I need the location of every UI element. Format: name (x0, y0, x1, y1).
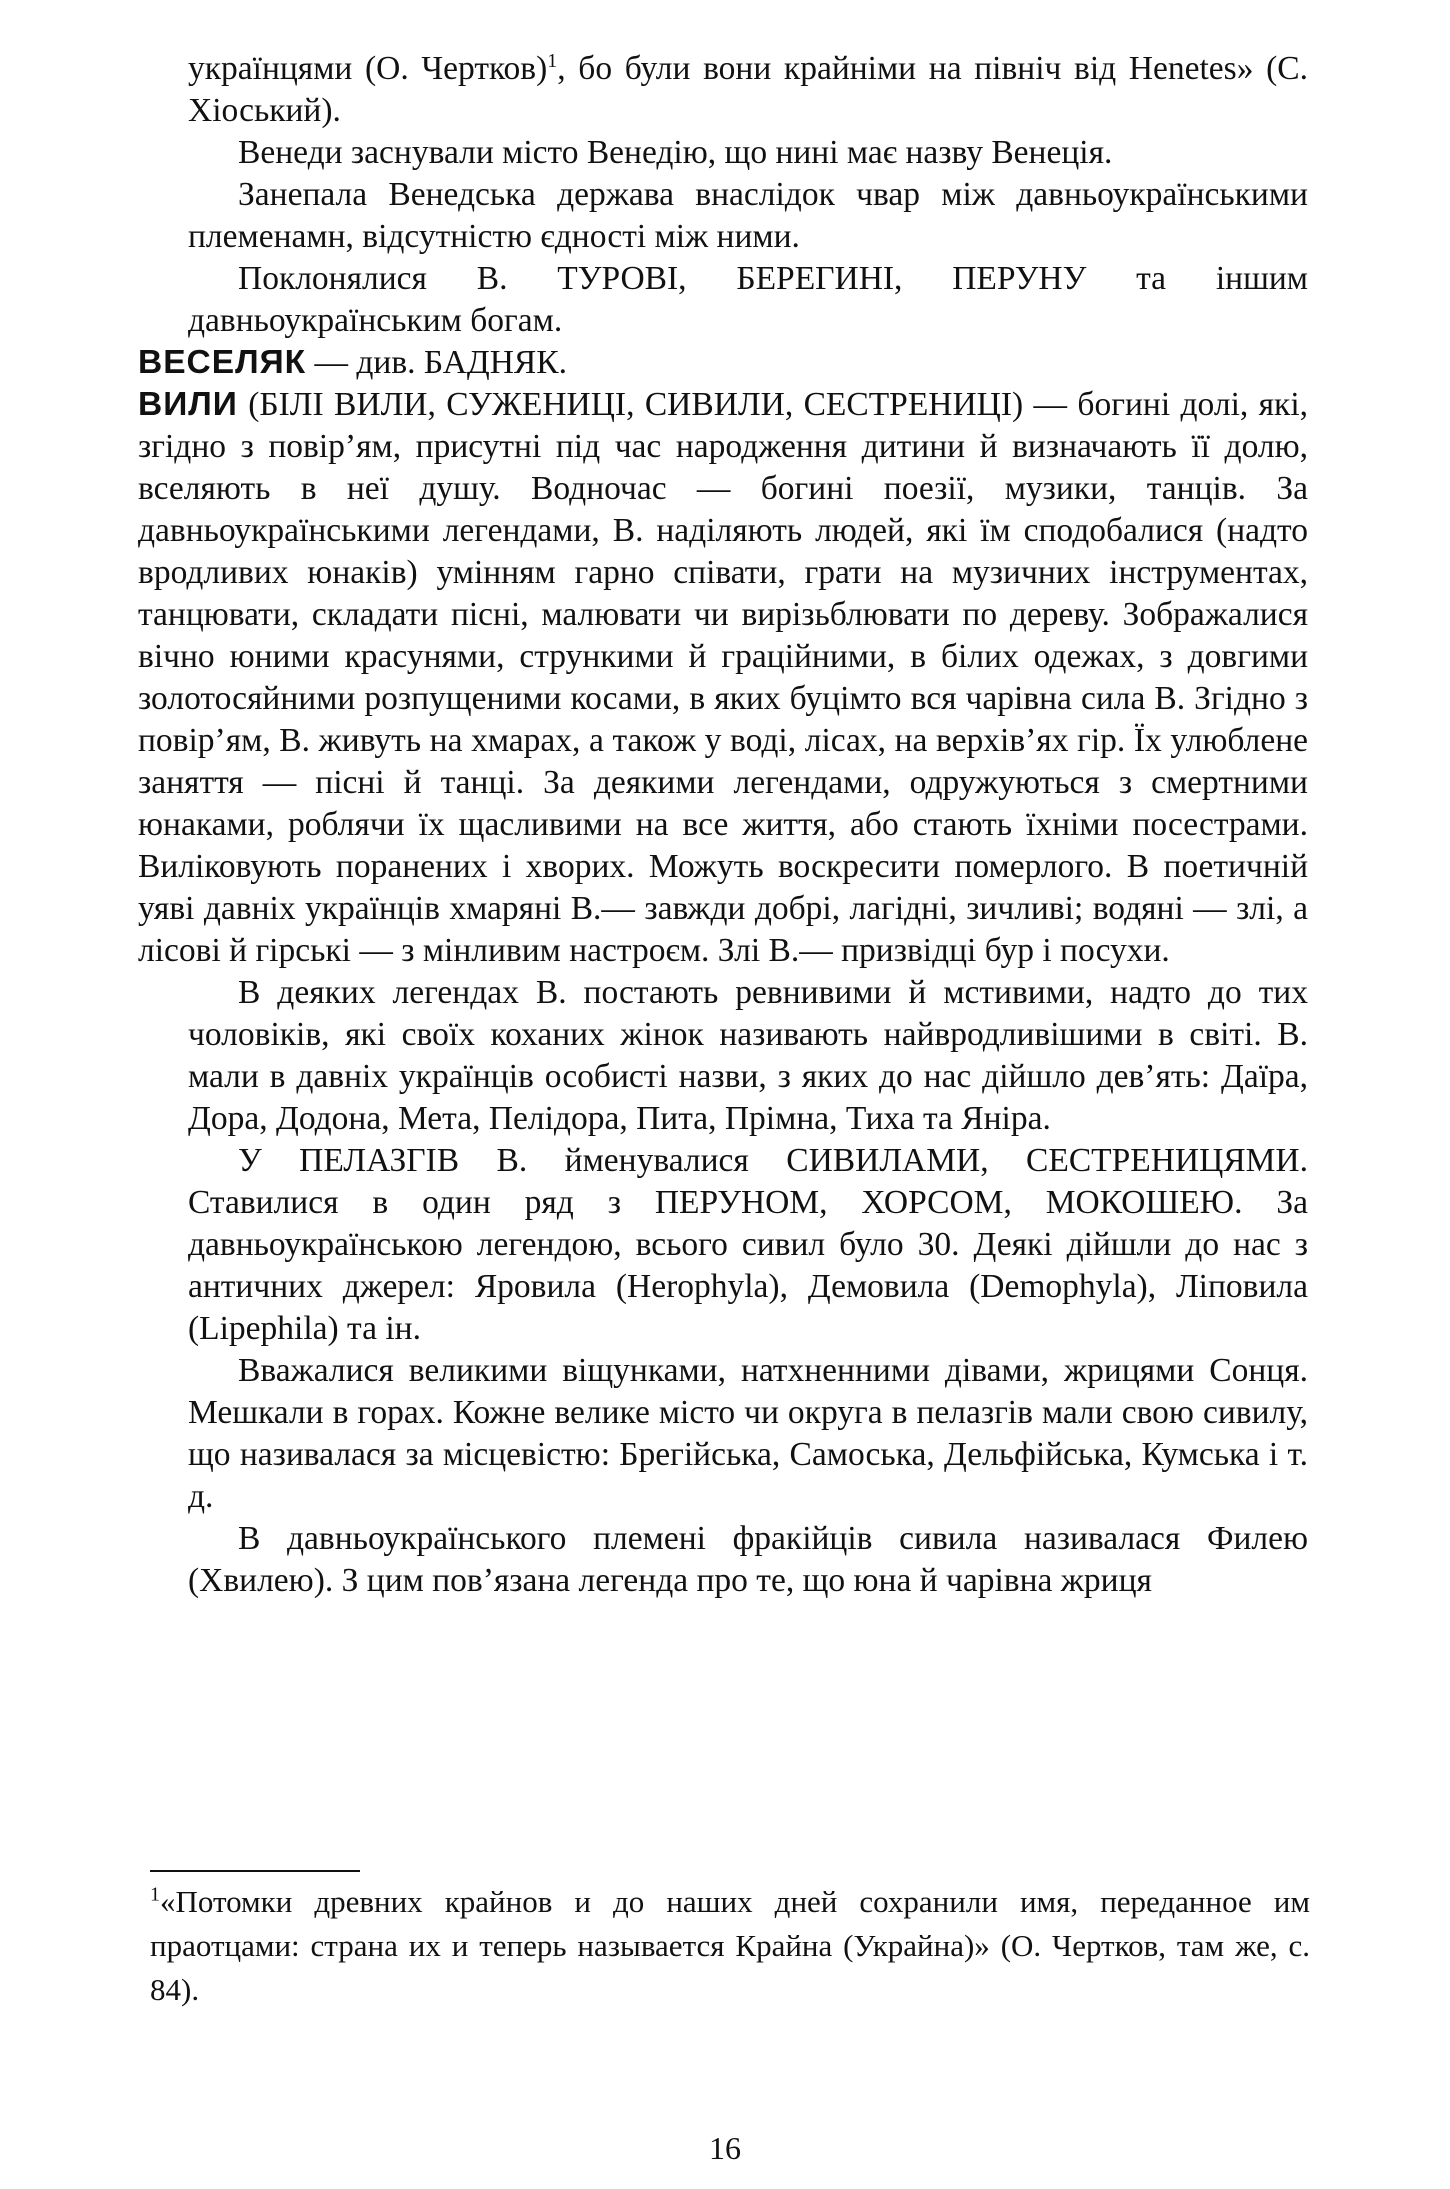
paragraph-continuation (188, 48, 1308, 132)
entry-text: (БІЛІ ВИЛИ, СУЖЕНИЦІ, СИВИЛИ, СЕСТРЕНИЦІ) — богині долі, які, згідно з повір’ям, присутні під час народження дитини й визначають її долю, вселяють в неї душу. Водночас — богині поезії, музики, танців. За давньоукраїнськими легендами, В. наділяють людей, які їм сподобалися (надто вродливих юнаків) умінням гарно співати, грати на музичних інструментах, танцювати, складати пісні, малювати чи вирізьблювати по дереву. Зображалися вічно юними красунями, стрункими й граційними, в білих одежах, з довгими золотосяйними розпущеними косами, в яких буцімто вся чарівна сила В. Згідно з повір’ям, В. живуть на хмарах, а також у воді, лісах, на верхів’ях гір. Їх улюблене заняття — пісні й танці. За деякими легендами, одружуються з смертними юнаками, роблячи їх щасливими на все життя, або стають їхніми посестрами. Виліковують поранених і хворих. Можуть воскресити померлого. В поетичній уяві давніх українців хмаряні В.— завжди добрі, лагідні, зичливі; водяні — злі, а лісові й гірські — з мінливим настроєм. Злі В.— призвідці бур і посухи. (138, 386, 1308, 969)
paragraph: Занепала Венедська держава внаслідок чвар між давньоукраїнськими племенамн, відсутністю єдності між ними. (188, 176, 1308, 255)
page-number: 16 (709, 2130, 741, 2166)
footnote-text: «Потомки древних крайнов и до наших дней сохранили имя, переданное им праотцами: страна их и теперь называется Крайна (Украйна)» (О. Чертков, там же, с. 84). (150, 1884, 1310, 2007)
paragraph: У ПЕЛАЗГІВ В. йменувалися СИВИЛАМИ, СЕСТРЕНИЦЯМИ. Ставилися в один ряд з ПЕРУНОМ, ХОРСОМ, МОКОШЕЮ. За давньоукраїнською легендою, всього сивил було 30. Деякі дійшли до нас з античних джерел: Яровила (Herophyla), Демовила (Demophyla), Ліповила (Lipephila) та ін. (188, 1142, 1308, 1347)
paragraph: Вважалися великими віщунками, натхненними дівами, жрицями Сонця. Мешкали в горах. Кожне велике місто чи округа в пелазгів мали свою сивилу, що називалася за місцевістю: Брегійська, Самоська, Дельфійська, Кумська і т. д. (188, 1352, 1308, 1515)
paragraph: В деяких легендах В. постають ревнивими й мстивими, надто до тих чоловіків, які своїх коханих жінок називають найвродливішими в світі. В. мали в давніх українців особисті назви, з яких до нас дійшло дев’ять: Даїра, Дора, Додона, Мета, Пелідора, Пита, Прімна, Тиха та Яніра. (188, 974, 1308, 1137)
paragraph: Венеди заснували місто Венедію, що нині має назву Венеція. (238, 134, 1113, 171)
main-text (138, 48, 1308, 1602)
paragraph: Поклонялися В. ТУРОВІ, БЕРЕГИНІ, ПЕРУНУ та іншим давньоукраїнським богам. (188, 260, 1308, 339)
footnote-marker: 1 (150, 1883, 160, 1906)
paragraph-text: , бо були вони крайніми на північ від Henetes» (С. Хіоський). (188, 50, 1308, 129)
footnote (150, 1880, 1310, 2012)
footnote-ref: 1 (547, 49, 558, 72)
footnote-divider (150, 1870, 360, 1872)
headword: ВИЛИ (138, 386, 238, 423)
headword: ВЕСЕЛЯК (138, 344, 307, 381)
entry-text: — див. БАДНЯК. (306, 344, 567, 381)
paragraph: В давньоукраїнського племені фракійців сивила називалася Филею (Хвилею). З цим пов’язана легенда про те, що юна й чарівна жриця (188, 1520, 1308, 1599)
entry-veseliak (138, 342, 1308, 384)
entry-vyly (138, 384, 1308, 972)
paragraph-text: українцями (О. Чертков) (188, 50, 548, 87)
